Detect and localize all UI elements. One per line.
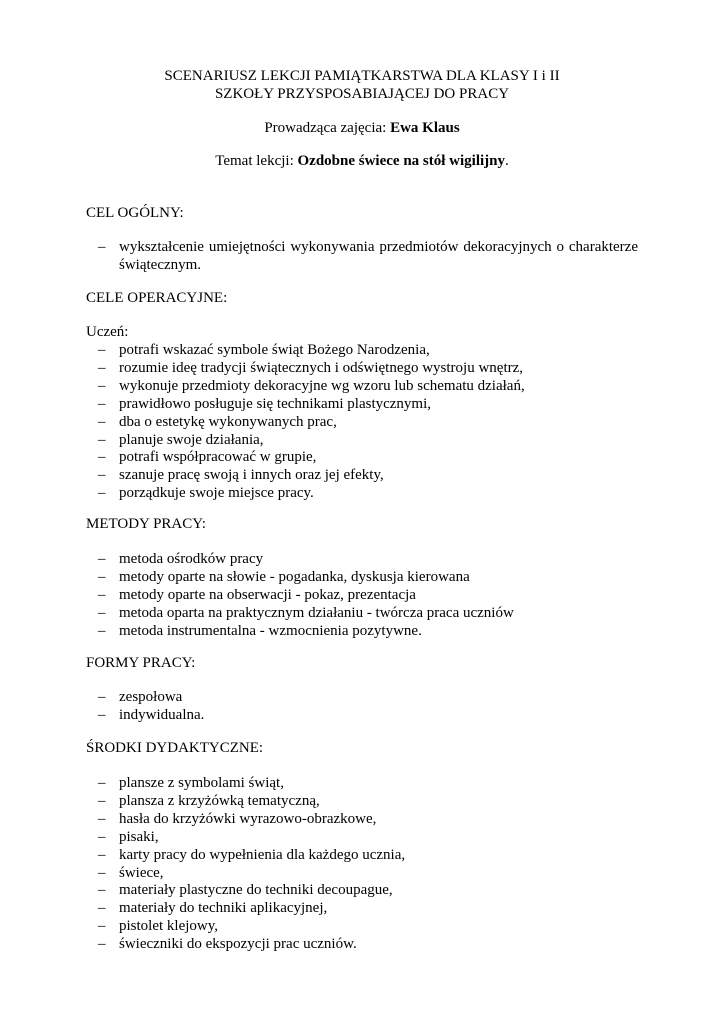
general-goal-heading: CEL OGÓLNY: — [86, 205, 184, 221]
list-item — [86, 605, 638, 623]
operational-goals-list — [86, 342, 638, 503]
topic-label: Temat lekcji: — [215, 153, 298, 169]
list-item — [86, 882, 638, 900]
topic-end: . — [505, 153, 509, 169]
list-item-text: wykształcenie umiejętności wykonywania przedmiotów dekoracyjnych o charakterze świątecznym. — [119, 239, 638, 273]
dash-bullet: – — [98, 689, 106, 705]
dash-bullet: – — [98, 846, 106, 863]
dash-bullet: – — [98, 431, 106, 448]
methods-list — [86, 551, 638, 641]
list-item-text: hasła do krzyżówki wyrazowo-obrazkowe, — [119, 810, 377, 827]
teacher-label: Prowadząca zajęcia: — [264, 120, 391, 136]
list-item-text: metoda instrumentalna - wzmocnienia pozytywne. — [119, 622, 422, 639]
list-item-text: plansze z symbolami świąt, — [119, 775, 284, 791]
dash-bullet: – — [98, 882, 106, 899]
teacher-line — [0, 120, 724, 137]
list-item — [86, 342, 638, 360]
list-item-text: porządkuje swoje miejsce pracy. — [119, 485, 314, 502]
dash-bullet: – — [98, 413, 106, 430]
list-item-text: wykonuje przedmioty dekoracyjne wg wzoru lub schematu działań, — [119, 377, 525, 394]
dash-bullet: – — [98, 551, 106, 567]
list-item-text: prawidłowo posługuje się technikami plastycznymi, — [119, 395, 432, 412]
list-item-text: pistolet klejowy, — [119, 918, 219, 935]
forms-heading: FORMY PRACY: — [86, 655, 196, 671]
list-item-text: indywidualna. — [119, 706, 205, 723]
list-item — [86, 360, 638, 378]
list-item-text: potrafi wskazać symbole świąt Bożego Narodzenia, — [119, 342, 430, 358]
list-item — [86, 847, 638, 865]
list-item-text: zespołowa — [119, 689, 183, 705]
list-item — [86, 551, 638, 569]
dash-bullet: – — [98, 342, 106, 358]
dash-bullet: – — [98, 467, 106, 484]
list-item — [86, 793, 638, 811]
topic-line — [0, 153, 724, 170]
topic-value: Ozdobne świece na stół wigilijny — [297, 153, 506, 169]
list-item-text: metoda ośrodków pracy — [119, 551, 264, 567]
list-item-text: karty pracy do wypełnienia dla każdego ucznia, — [119, 846, 406, 863]
list-item — [86, 689, 638, 707]
dash-bullet: – — [98, 900, 106, 917]
list-item — [86, 707, 638, 725]
list-item — [86, 865, 638, 883]
dash-bullet: – — [98, 395, 106, 412]
forms-list — [86, 689, 638, 725]
list-item — [86, 936, 638, 954]
dash-bullet: – — [98, 810, 106, 827]
list-item-text: pisaki, — [119, 828, 159, 845]
list-item-text: materiały do techniki aplikacyjnej, — [119, 900, 328, 917]
list-item-text: materiały plastyczne do techniki decoupague, — [119, 882, 393, 899]
general-goal-list — [86, 239, 638, 275]
list-item — [86, 396, 638, 414]
list-item — [86, 900, 638, 918]
list-item-text: świeczniki do ekspozycji prac uczniów. — [119, 936, 357, 953]
list-item-text: szanuje pracę swoją i innych oraz jej efekty, — [119, 467, 384, 484]
list-item-text: metody oparte na słowie - pogadanka, dyskusja kierowana — [119, 568, 470, 585]
list-item-text: metoda oparta na praktycznym działaniu - twórcza praca uczniów — [119, 604, 514, 621]
list-item — [86, 432, 638, 450]
document-title-line-2: SZKOŁY PRZYSPOSABIAJĄCEJ DO PRACY — [214, 86, 510, 102]
list-item-text: dba o estetykę wykonywanych prac, — [119, 413, 337, 430]
dash-bullet: – — [98, 485, 106, 502]
teacher-name: Ewa Klaus — [390, 120, 460, 136]
list-item — [86, 239, 638, 275]
dash-bullet: – — [98, 864, 106, 881]
dash-bullet: – — [98, 792, 106, 809]
dash-bullet: – — [98, 239, 106, 255]
list-item — [86, 587, 638, 605]
operational-goals-intro: Uczeń: — [86, 324, 129, 340]
list-item — [86, 467, 638, 485]
list-item — [86, 623, 638, 641]
dash-bullet: – — [98, 775, 106, 791]
list-item-text: potrafi współpracować w grupie, — [119, 449, 317, 466]
dash-bullet: – — [98, 586, 106, 603]
dash-bullet: – — [98, 604, 106, 621]
dash-bullet: – — [98, 706, 106, 723]
document-title-line-1: SCENARIUSZ LEKCJI PAMIĄTKARSTWA DLA KLASY I i II — [164, 68, 560, 84]
list-item — [86, 918, 638, 936]
list-item — [86, 829, 638, 847]
resources-list — [86, 775, 638, 954]
list-item-text: świece, — [119, 864, 164, 881]
dash-bullet: – — [98, 359, 106, 376]
dash-bullet: – — [98, 568, 106, 585]
list-item — [86, 378, 638, 396]
dash-bullet: – — [98, 918, 106, 935]
list-item — [86, 449, 638, 467]
dash-bullet: – — [98, 622, 106, 639]
list-item — [86, 485, 638, 503]
list-item-text: plansza z krzyżówką tematyczną, — [119, 792, 320, 809]
list-item-text: metody oparte na obserwacji - pokaz, prezentacja — [119, 586, 416, 603]
dash-bullet: – — [98, 449, 106, 466]
list-item — [86, 775, 638, 793]
list-item-text: planuje swoje działania, — [119, 431, 264, 448]
dash-bullet: – — [98, 828, 106, 845]
dash-bullet: – — [98, 936, 106, 953]
resources-heading: ŚRODKI DYDAKTYCZNE: — [86, 740, 264, 756]
list-item — [86, 811, 638, 829]
list-item-text: rozumie ideę tradycji świątecznych i odświętnego wystroju wnętrz, — [119, 359, 524, 376]
operational-goals-heading: CELE OPERACYJNE: — [86, 290, 228, 306]
list-item — [86, 414, 638, 432]
list-item — [86, 569, 638, 587]
methods-heading: METODY PRACY: — [86, 516, 206, 532]
dash-bullet: – — [98, 377, 106, 394]
